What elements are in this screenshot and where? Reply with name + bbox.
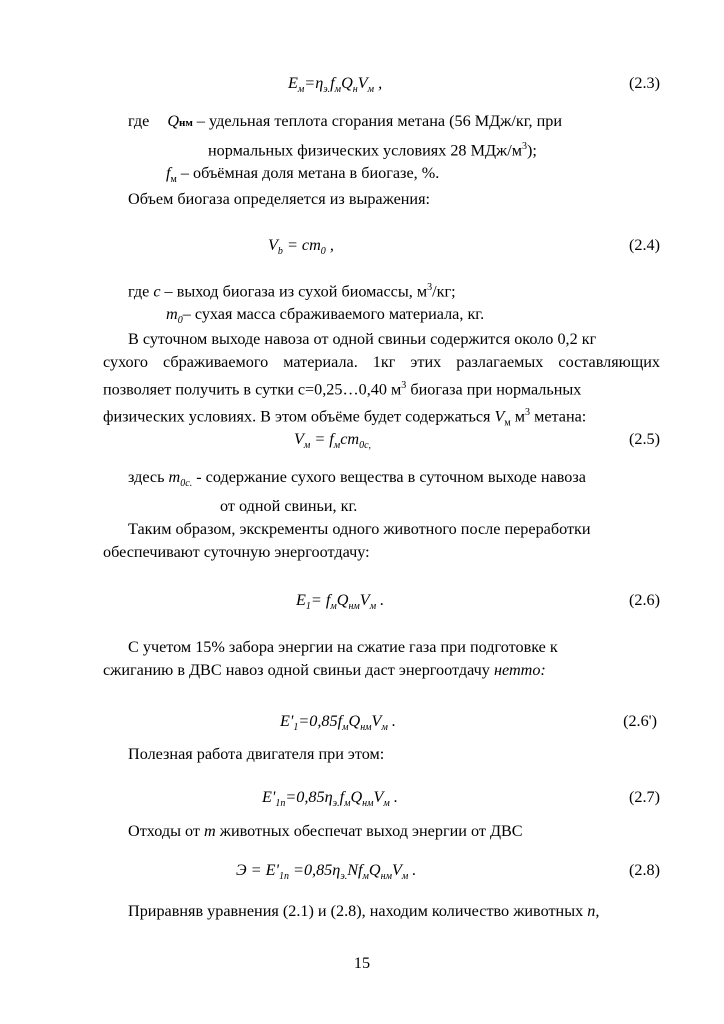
paragraph-15-percent: С учетом 15% забора энергии на сжатие газа при подготовке к сжиганию в ДВС навоз одной свиньи даст энергоотдачу нетто: xyxy=(103,638,558,679)
definition-m0c: здесь $m_{0с.}$ - содержание сухого вещества в суточном выходе навоза от одной свиньи, кг. xyxy=(128,468,586,516)
equation-2-7-number: (2.7) xyxy=(628,788,660,806)
equation-2-7: $E'_{1n}=0,85\eta_{э.}f_мQ_{нм}V_м$ . xyxy=(262,788,398,810)
page-number: 15 xyxy=(353,954,371,972)
paragraph-daily-output: В суточном выходе навоза от одной свиньи содержится около 0,2 кг сухого сбраживаемого материала. 1кг этих разлагаемых составляющих позволяет получить в сутки с=0,25…0,40 $м^3$ биогаза при нормальных физических условиях. В этом объёме будет содержаться $V_м$ $м^3$ метана: xyxy=(103,330,660,430)
equation-2-6: $E_1= f_мQ_{нм}V_м$ . xyxy=(296,591,385,613)
paragraph-waste: Отходы от т животных обеспечат выход энергии от ДВС xyxy=(128,822,523,840)
definition-qnm: где Qнм – удельная теплота сгорания метана (56 МДж/кг, при нормальных физических условиях 28 МДж/$м^3$); $f_м$ – объёмная доля метана в биогазе, %. xyxy=(128,112,563,186)
equation-2-5-number: (2.5) xyxy=(628,430,660,448)
equation-2-6-prime-number: (2.6') xyxy=(623,712,657,730)
paragraph-thus: Таким образом, экскременты одного животного после переработки обеспечивают суточную энергоотдачу: xyxy=(103,520,591,561)
equation-2-8-number: (2.8) xyxy=(628,861,660,879)
paragraph-equate: Приравняв уравнения (2.1) и (2.8), находим количество животных n, xyxy=(128,902,600,920)
equation-2-4: $V_b = cm_0$ , xyxy=(268,236,334,258)
equation-2-3: $E_м=\eta_{э.}f_мQ_нV_м$ , xyxy=(288,74,383,96)
definition-c-m0: где c – выход биогаза из сухой биомассы, $м^3/кг$; $m_0-$ сухая масса сбраживаемого материала, кг. xyxy=(128,282,485,327)
equation-2-6-prime: $E'_1=0,85f_мQ_{нм}V_м$ . xyxy=(280,712,396,734)
equation-2-3-number: (2.3) xyxy=(628,74,660,92)
paragraph-biogas-volume: Объем биогаза определяется из выражения: xyxy=(128,190,431,208)
equation-2-4-number: (2.4) xyxy=(628,236,660,254)
equation-2-6-number: (2.6) xyxy=(628,591,660,609)
equation-2-8: $Э = E'_{1n} =0,85\eta_{э.}Nf_мQ_{нм}V_м$ . xyxy=(236,861,417,883)
equation-2-5: $V_м = f_мcm_{0с,}$ xyxy=(294,430,372,452)
paragraph-useful-work: Полезная работа двигателя при этом: xyxy=(128,745,385,763)
